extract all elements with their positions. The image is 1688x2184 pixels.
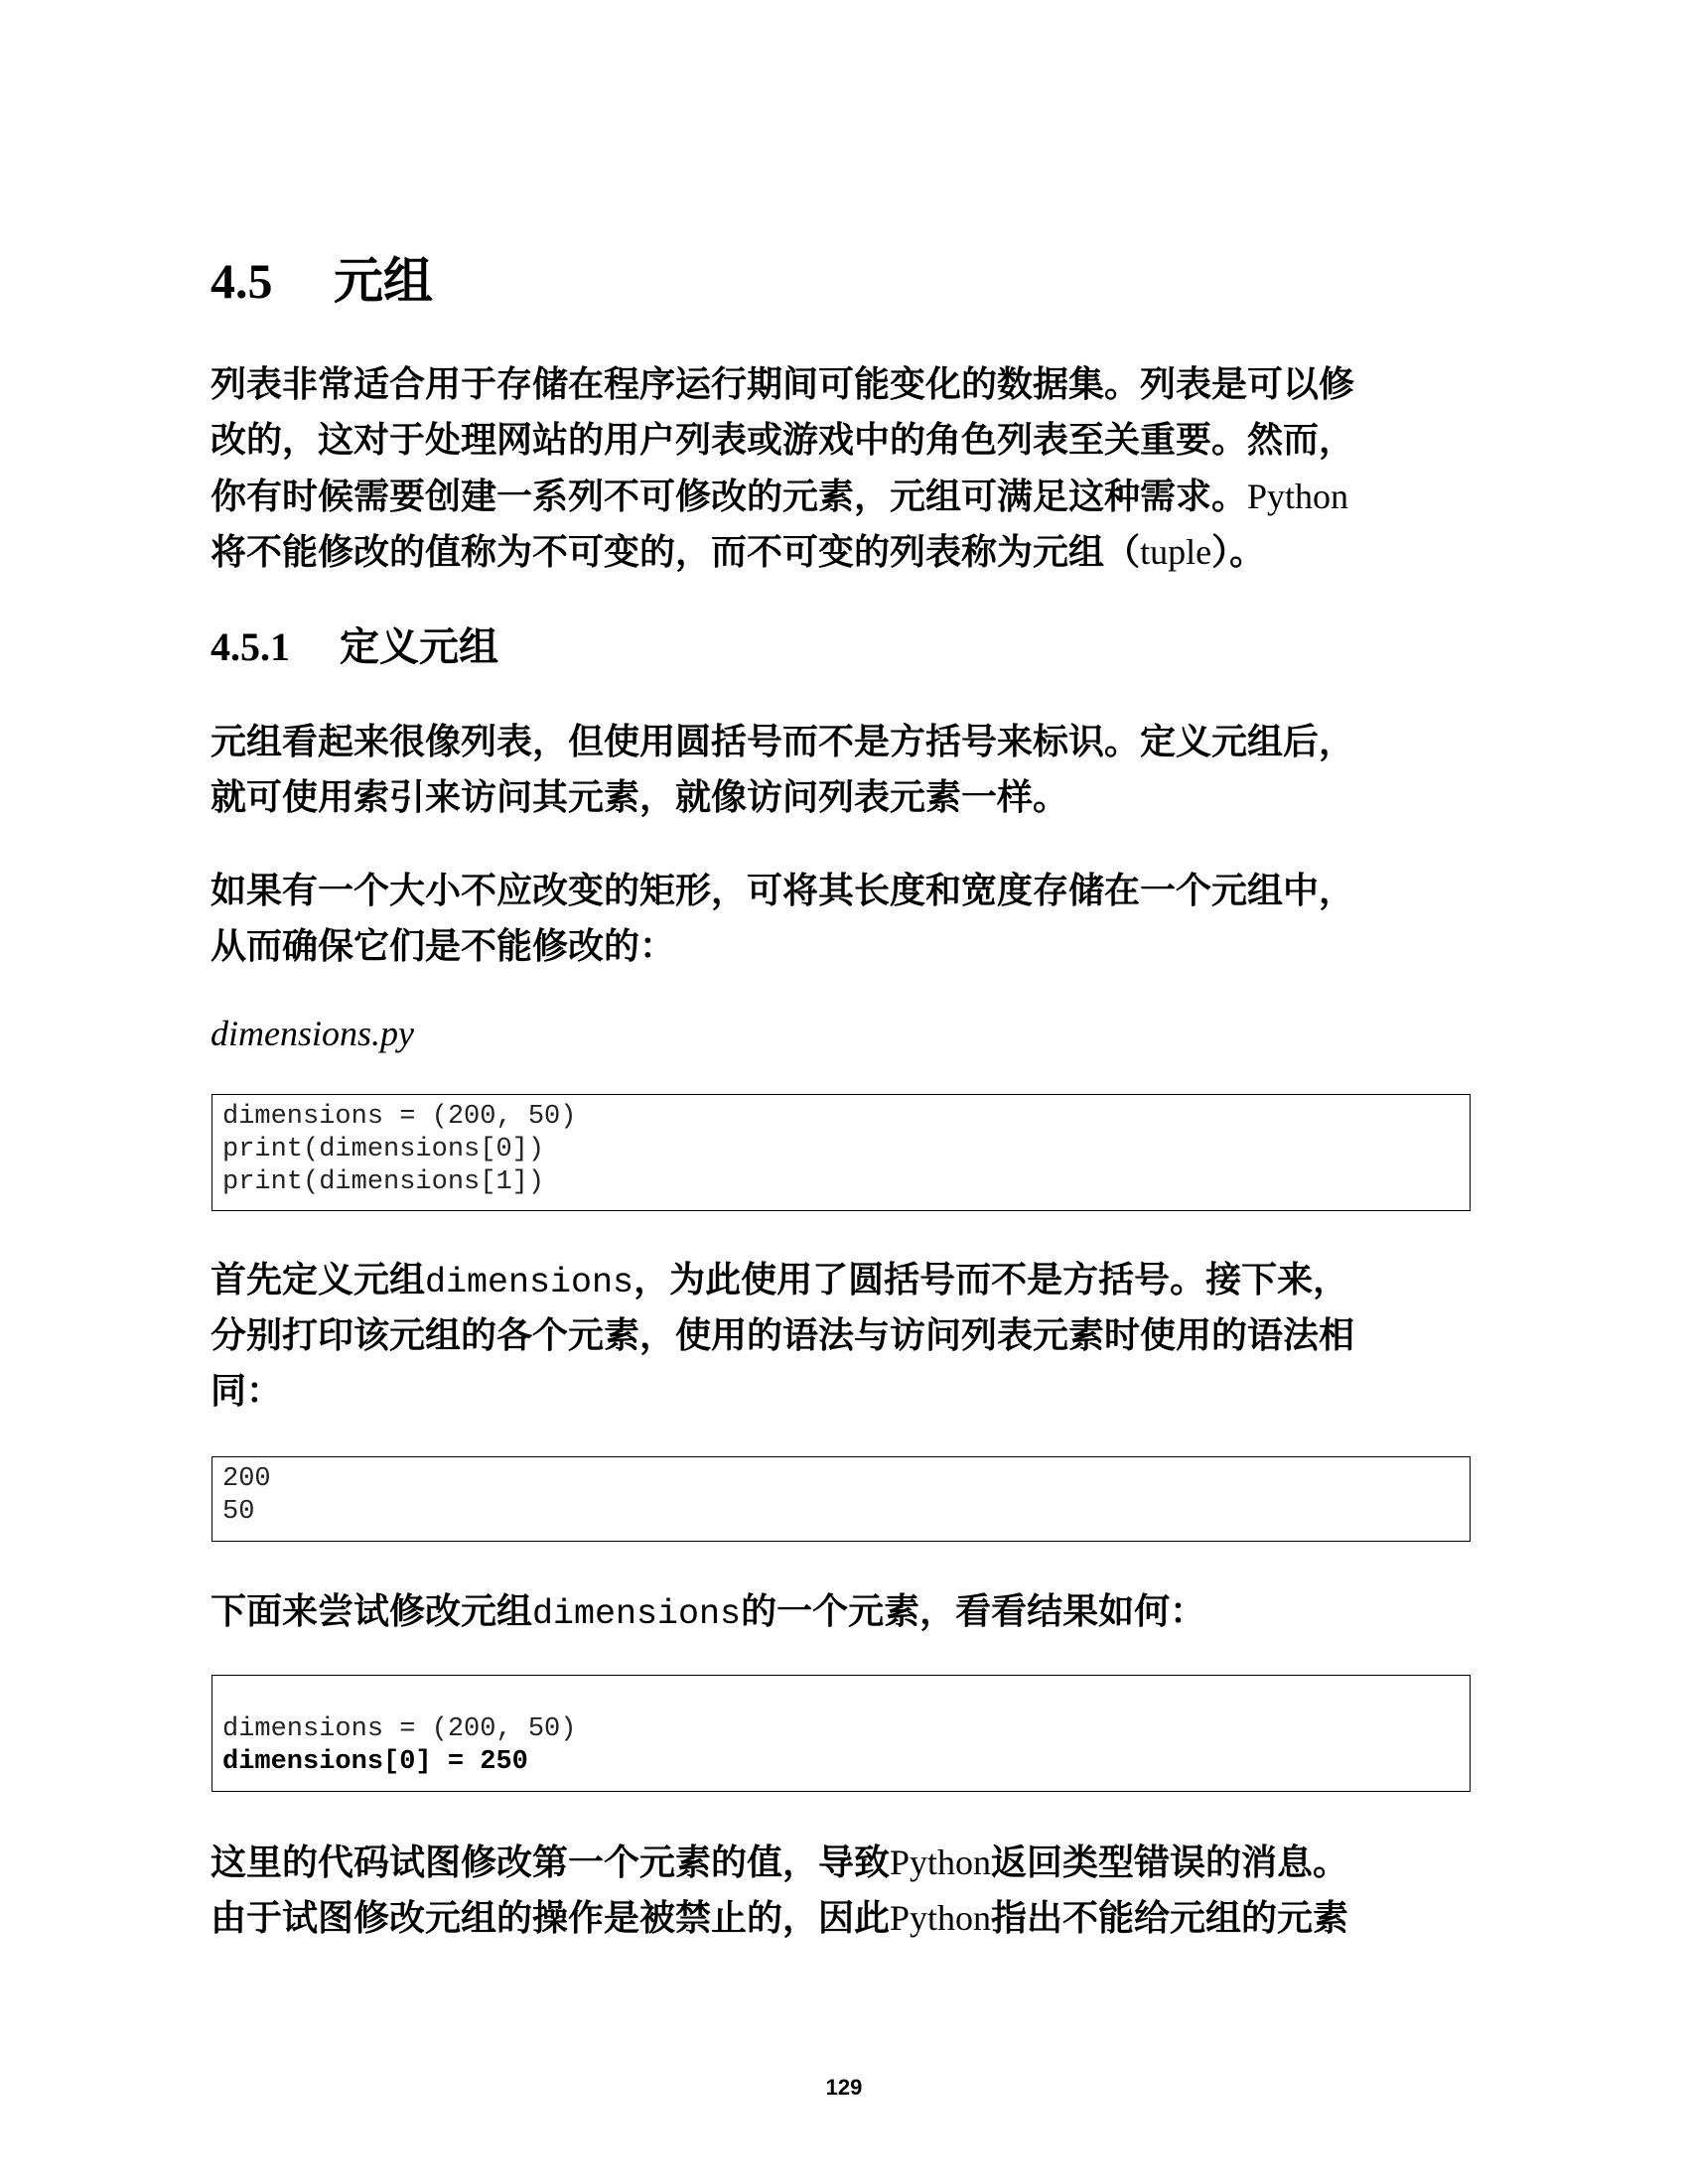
code-line: print(dimensions[0]) xyxy=(222,1135,545,1164)
paragraph-3 xyxy=(211,1253,1501,1420)
text-span: 你有时候需要创建一系列不可修改的元素，元组可满足这种需求。 xyxy=(211,477,1248,517)
code-line: dimensions = (200, 50) xyxy=(222,1102,577,1132)
text-span: 这里的代码试图修改第一个元素的值，导致 xyxy=(211,1843,891,1883)
code-line-highlighted: dimensions[0] = 250 xyxy=(222,1747,528,1777)
text-span: 的一个元素，看看结果如何： xyxy=(741,1591,1206,1632)
intro-paragraph xyxy=(211,357,1501,580)
text-span: 下面来尝试修改元组 xyxy=(211,1591,533,1632)
code-line: print(dimensions[1]) xyxy=(222,1167,545,1197)
text-line: 如果有一个大小不应改变的矩形，可将其长度和宽度存储在一个元组中， xyxy=(211,871,1355,911)
text-span: 指出不能给元组的元素 xyxy=(991,1898,1349,1939)
output-line: 200 xyxy=(222,1464,271,1494)
code-line: dimensions = (200, 50) xyxy=(222,1714,577,1744)
code-filename: dimensions.py xyxy=(211,1014,414,1053)
subsection-number: 4.5.1 xyxy=(211,624,290,669)
output-line: 50 xyxy=(222,1497,255,1527)
term-tuple: 元组 xyxy=(1033,532,1105,573)
text-line: 就可使用索引来访问其元素，就像访问列表元素一样。 xyxy=(211,777,1069,818)
inline-code: dimensions xyxy=(532,1594,742,1634)
inline-code: dimensions xyxy=(425,1263,634,1302)
text-span: 首先定义元组 xyxy=(211,1260,426,1300)
python-term: Python xyxy=(890,1898,992,1938)
python-term: Python xyxy=(890,1843,992,1882)
text-line xyxy=(211,1835,1501,1890)
text-line xyxy=(211,524,1501,580)
section-number: 4.5 xyxy=(211,253,273,309)
text-line xyxy=(211,469,1501,524)
python-term: Python xyxy=(1247,477,1349,516)
text-line: 分别打印该元组的各个元素，使用的语法与访问列表元素时使用的语法相 xyxy=(211,1315,1355,1356)
text-span: ）。 xyxy=(1211,532,1266,573)
text-span: 由于试图修改元组的操作是被禁止的，因此 xyxy=(211,1898,891,1939)
term-tuple-english: tuple xyxy=(1140,532,1212,572)
page-number: 129 xyxy=(825,2075,863,2100)
text-line: 同： xyxy=(211,1371,283,1412)
paragraph-4 xyxy=(211,1584,1501,1640)
text-line: 从而确保它们是不能修改的： xyxy=(211,926,676,967)
paragraph-2 xyxy=(211,864,1501,975)
section-heading xyxy=(211,248,1501,314)
subsection-heading xyxy=(211,619,1501,675)
code-block-2 xyxy=(211,1675,1471,1792)
section-title: 元组 xyxy=(334,252,433,310)
text-span: ，为此使用了圆括号而不是方括号。接下来， xyxy=(633,1260,1349,1300)
text-line xyxy=(211,1890,1501,1946)
text-line xyxy=(211,1253,1501,1308)
text-line xyxy=(211,1584,1501,1640)
text-span: （ xyxy=(1104,532,1141,573)
subsection-title: 定义元组 xyxy=(340,624,498,670)
paragraph-1 xyxy=(211,715,1501,826)
text-span: 将不能修改的值称为 xyxy=(211,532,533,573)
text-line: 列表非常适合用于存储在程序运行期间可能变化的数据集。列表是可以修 xyxy=(211,364,1355,405)
code-block-1 xyxy=(211,1094,1471,1211)
text-span: ，而不可变的列表称为 xyxy=(675,532,1034,573)
text-line: 元组看起来很像列表，但使用圆括号而不是方括号来标识。定义元组后， xyxy=(211,722,1355,762)
term-immutable: 不可变的 xyxy=(532,532,676,573)
paragraph-5 xyxy=(211,1835,1501,1946)
text-span: 返回类型错误的消息。 xyxy=(991,1843,1349,1883)
text-line: 改的，这对于处理网站的用户列表或游戏中的角色列表至关重要。然而， xyxy=(211,420,1355,461)
output-block xyxy=(211,1456,1471,1542)
